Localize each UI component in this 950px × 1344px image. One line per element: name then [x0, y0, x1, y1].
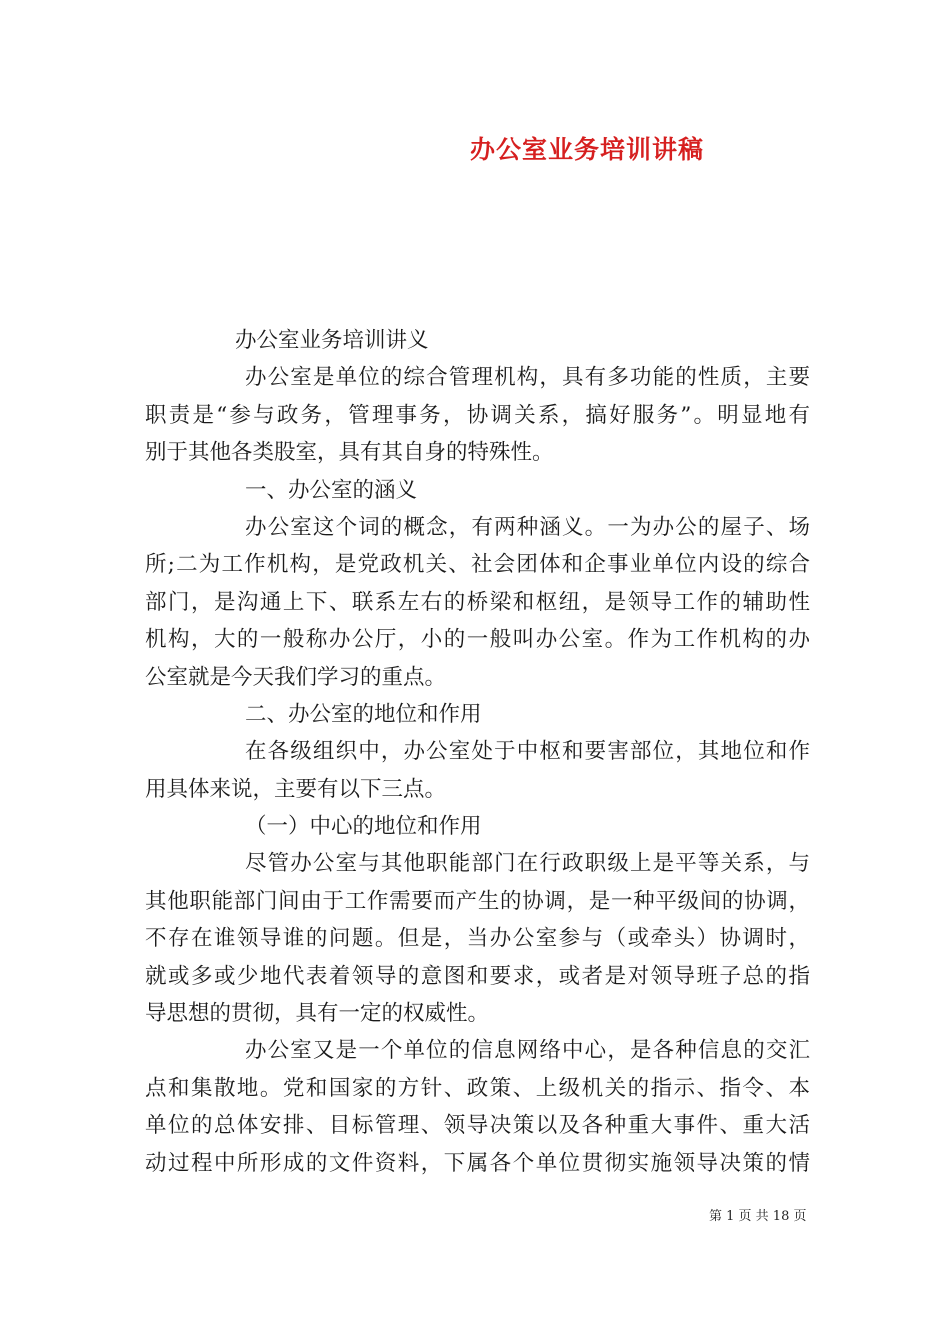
paragraph-line: 职责是“参与政务，管理事务，协调关系，搞好服务”。明显地有 — [145, 402, 810, 428]
paragraph-line: 公室就是今天我们学习的重点。 — [145, 664, 447, 690]
document-body — [145, 322, 810, 1182]
paragraph-line: 就或多或少地代表着领导的意图和要求，或者是对领导班子总的指 — [145, 963, 810, 989]
subtitle-line: 办公室业务培训讲义 — [235, 328, 429, 353]
page-number: 第 1 页 共 18 页 — [709, 1209, 807, 1224]
paragraph-line: 所;二为工作机构，是党政机关、社会团体和企事业单位内设的综合 — [145, 552, 810, 578]
paragraph-line: 办公室是单位的综合管理机构，具有多功能的性质，主要 — [245, 365, 810, 391]
section-heading: 二、办公室的地位和作用 — [245, 701, 482, 727]
paragraph-line: 用具体来说，主要有以下三点。 — [145, 776, 447, 802]
section-heading: 一、办公室的涵义 — [245, 477, 418, 503]
paragraph-line: 不存在谁领导谁的问题。但是，当办公室参与（或牵头）协调时， — [145, 926, 810, 952]
page-title: 办公室业务培训讲稿 — [470, 135, 705, 164]
paragraph-line: 部门，是沟通上下、联系左右的桥梁和枢纽，是领导工作的辅助性 — [145, 589, 810, 615]
paragraph-line: 导思想的贯彻，具有一定的权威性。 — [145, 1001, 490, 1027]
paragraph-line: 动过程中所形成的文件资料，下属各个单位贯彻实施领导决策的情 — [145, 1150, 810, 1176]
paragraph-line: 尽管办公室与其他职能部门在行政职级上是平等关系，与 — [245, 851, 810, 877]
paragraph-line: 办公室又是一个单位的信息网络中心，是各种信息的交汇 — [245, 1038, 810, 1064]
paragraph-line: 机构，大的一般称办公厅，小的一般叫办公室。作为工作机构的办 — [145, 627, 810, 653]
paragraph-line: 别于其他各类股室，具有其自身的特殊性。 — [145, 440, 554, 466]
paragraph-line: 在各级组织中，办公室处于中枢和要害部位，其地位和作 — [245, 739, 810, 765]
subsection-heading: （一）中心的地位和作用 — [245, 814, 482, 840]
paragraph-line: 其他职能部门间由于工作需要而产生的协调，是一种平级间的协调， — [145, 888, 810, 914]
paragraph-line: 办公室这个词的概念，有两种涵义。一为办公的屋子、场 — [245, 514, 810, 540]
paragraph-line: 点和集散地。党和国家的方针、政策、上级机关的指示、指令、本 — [145, 1075, 810, 1101]
paragraph-line: 单位的总体安排、目标管理、领导决策以及各种重大事件、重大活 — [145, 1113, 810, 1139]
